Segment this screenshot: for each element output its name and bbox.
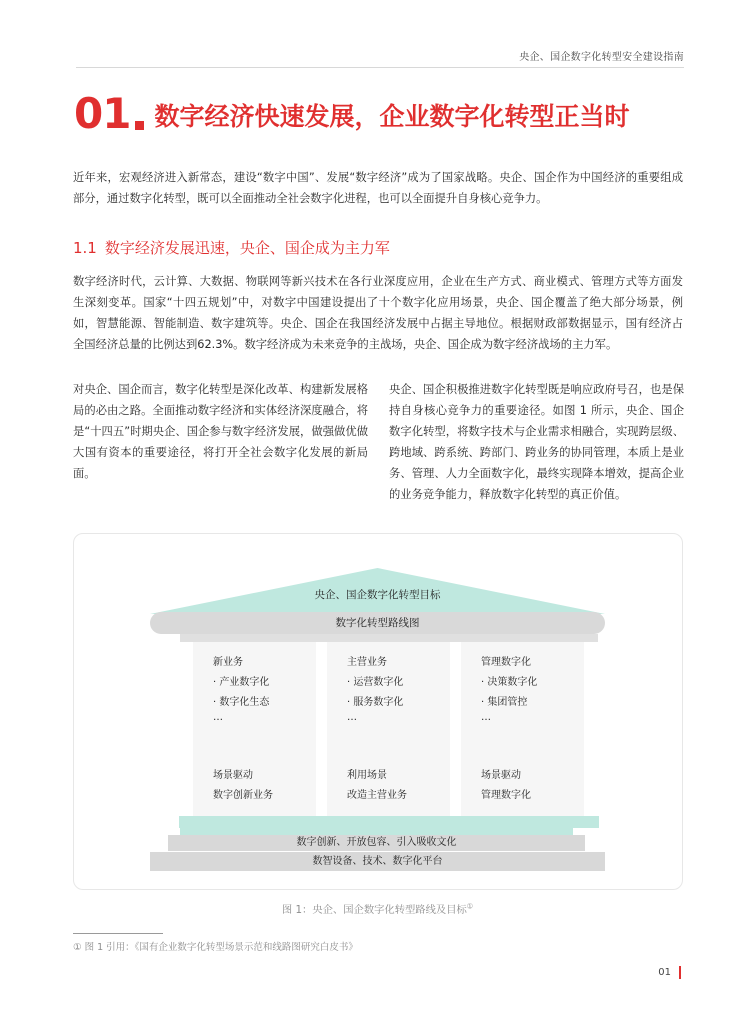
foundation-step [180,828,573,835]
pillar-more: … [347,712,357,723]
pillar-driver: 场景驱动 [213,770,253,781]
left-column-paragraph: 对央企、国企而言，数字化转型是深化改革、构建新发展格局的必由之路。全面推动数字经济和实体经济深度融合，将是“十四五”时期央企、国企参与数字经济发展，做强做优做大国有资本的重要途径，将打开全社会数字化发展的新局面。 [73,383,368,480]
pillar-more: … [481,712,491,723]
pillar-item: · 服务数字化 [347,697,404,708]
page-accent-mark [679,966,681,979]
pillar-base [447,816,599,828]
pillar-title: 管理数字化 [481,657,531,668]
pillar-capital [313,634,463,642]
intro-paragraph: 近年来，宏观经济进入新常态，建设“数字中国”、发展“数字经济”成为了国家战略。央企、国企作为中国经济的重要组成部分，通过数字化转型，既可以全面推动全社会数字化进程，也可以全面提升自身核心竞争力。 [73,171,683,205]
pillar-outcome: 管理数字化 [481,790,531,801]
footnote-text: 图 1 引用：《国有企业数字化转型场景示范和线路图研究白皮书》 [84,942,358,953]
header-rule [76,67,684,68]
pillar-title: 新业务 [213,657,243,668]
pillar-driver: 利用场景 [347,770,387,781]
footnote [73,939,358,953]
pillar-base [312,816,464,828]
pillar-item: · 产业数字化 [213,677,270,688]
chapter-dot [135,121,144,130]
footnote-rule [73,933,163,934]
pillar-base [179,816,331,828]
pillar-more: … [213,712,223,723]
section-number: 1.1 [73,239,97,257]
header-title: 央企、国企数字化转型安全建设指南 [519,52,684,63]
section-paragraph: 数字经济时代，云计算、大数据、物联网等新兴技术在各行业深度应用，企业在生产方式、商业模式、管理方式等方面发生深刻变革。国家“十四五规划”中，对数字中国建设提出了十个数字化应用场景，央企、国企覆盖了绝大部分场景，例如，智慧能源、智能制造、数字建筑等。央企、国企在我国经济发展中占据主导地位。根据财政部数据显示，国有经济占全国经济总量的比例达到62.3%。数字经济成为未来竞争的主战场，央企、国企成为数字经济战场的主力军。 [73,275,683,351]
pillar-item: · 决策数字化 [481,677,538,688]
pillar-outcome: 数字创新业务 [213,790,273,801]
page-number: 01 [658,967,671,978]
pillar-outcome: 改造主营业务 [347,790,407,801]
caption-note-mark: ① [466,902,474,911]
pillar-capital [180,634,330,642]
pillar-item: · 数字化生态 [213,697,270,708]
roof-label: 央企、国企数字化转型目标 [314,589,441,601]
figure-caption [0,901,755,916]
pillar-title: 主营业务 [347,657,387,668]
chapter-title: 数字经济快速发展，企业数字化转型正当时 [154,102,630,131]
section-title-text: 数字经济发展迅速，央企、国企成为主力军 [104,239,390,257]
foundation-culture: 数字创新、开放包容、引入吸收文化 [168,835,585,851]
roadmap-beam: 数字化转型路线图 [150,612,605,634]
foundation-platform: 数智设备、技术、数字化平台 [150,851,605,871]
chapter-heading [74,90,629,136]
chapter-number: 01 [74,89,131,138]
pillar-capital [448,634,598,642]
section-title [73,237,390,258]
right-column-paragraph: 央企、国企积极推进数字化转型既是响应政府号召，也是保持自身核心竞争力的重要途径。如图 1 所示，央企、国企数字化转型，将数字技术与企业需求相融合，实现跨层级、跨地域、跨系统、跨部门、跨业务的协同管理，本质上是业务、管理、人力全面数字化，最终实现降本增效，提高企业的业务竞争能力，释放数字化转型的真正价值。 [389,383,684,501]
footnote-mark: ① [73,942,82,953]
pillar-driver: 场景驱动 [481,770,521,781]
caption-text: 图 1：央企、国企数字化转型路线及目标 [281,904,467,916]
pillar-item: · 运营数字化 [347,677,404,688]
pillar-item: · 集团管控 [481,697,528,708]
